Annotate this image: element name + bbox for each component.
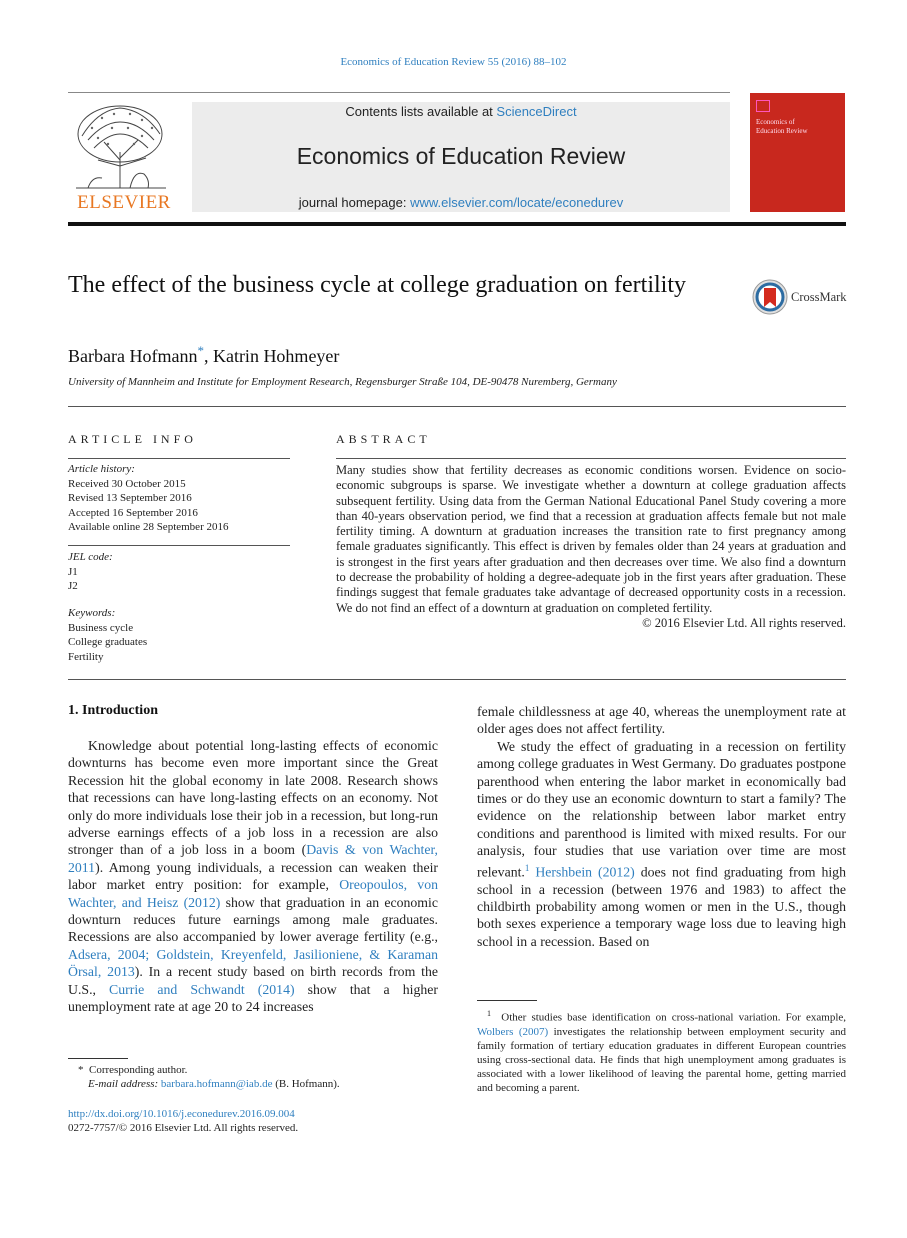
abstract-copyright: © 2016 Elsevier Ltd. All rights reserved. [642,615,846,630]
jel-code: J1 [68,565,78,578]
citation-link[interactable]: Davis & von Wachter, 2011 [68,842,438,875]
body-text: Knowledge about potential long-lasting effects of economic downturns has become even more important since the Great Recession hit the global economy in late 2008. Research shows that recessions can have long-lasting effects on an economy. Not only do more individuals lose their job in a recession, but long-run adverse earnings effects of a job loss in a recession are also stronger than of a job loss in a boom ( [68,738,438,858]
footnote-1 [477,1007,846,1095]
abstract-heading: ABSTRACT [336,432,431,446]
citation-link[interactable]: Wolbers (2007) [477,1025,549,1038]
cover-title [756,118,842,136]
body-text: We study the effect of graduating in a recession on fertility among college graduates in West Germany. Do graduates postpone parenthood when entering the labor market in economically bad times or do they use an economic downturn to start a family? The evidence on the relationship between labor market entry conditions and parenthood is limited with mixed results. For our analysis, four studies that use variation over time are most relevant. [477,738,846,880]
citation-link[interactable]: Hershbein (2012) [535,864,635,880]
keywords-label: Keywords: [68,607,116,619]
history-online: Available online 28 September 2016 [68,521,229,533]
intro-right-column [477,703,846,950]
footnote-ref-link[interactable]: 1 [524,862,530,873]
footnote-mark: 1 [487,1009,491,1018]
cover-title-line2: Education Review [756,127,808,135]
divider [68,406,846,407]
corresponding-author-label: Corresponding author. [89,1064,188,1076]
contents-prefix: Contents lists available at [345,104,497,119]
body-text: ). In a recent study based on birth records from the U.S., [68,964,438,997]
footnote-text: investigates the relationship between employment security and family formation of tertiary education graduates in different European countries using cross-sectional data. He finds that high unemployment among graduates is associated with a lower likelihood of leaving the parental home, getting married and becoming a parent. [477,1025,846,1094]
email-label: E-mail address: [88,1078,161,1090]
divider [68,545,290,546]
corresponding-author-mark[interactable]: * [197,343,204,358]
body-text: does not find graduating from high school in a recession (between 1976 and 1983) to affect the childbirth probability among women or men in the U.S., though both sexes experience a temporary wage loss due to leaving high school in a recession. Based on [477,864,846,949]
body-text: ). Among young individuals, a recession can weaken their labor market entry position: for example, [68,859,438,893]
keyword: Business cycle [68,621,134,634]
contents-line [192,104,730,119]
issn-copyright: 0272-7757/© 2016 Elsevier Ltd. All rights reserved. [68,1122,299,1134]
affiliation: University of Mannheim and Institute for Employment Research, Regensburger Straße 104, DE-90478 Nuremberg, Germany [68,376,617,388]
history-accepted: Accepted 16 September 2016 [68,506,198,519]
homepage-link[interactable]: www.elsevier.com/locate/econedurev [410,195,624,210]
citation-link[interactable]: Adsera, 2004; Goldstein, Kreyenfeld, Jasilioniene, & Karaman Örsal, 2013 [68,946,438,980]
author-separator: , [203,346,213,366]
author-name[interactable]: Barbara Hofmann [68,346,198,366]
jel-codes [68,550,290,594]
author-list [68,343,339,367]
citation-link[interactable]: Oreopoulos, von Wachter, and Heisz (2012) [68,877,438,910]
cover-emblem-icon [756,100,770,112]
keywords [68,606,290,664]
author-name[interactable]: Katrin Hohmeyer [212,346,340,366]
crossmark-icon [752,279,788,315]
crossmark-label: CrossMark [791,290,847,304]
keyword: Fertility [68,650,104,663]
keyword: College graduates [68,636,148,648]
body-text: show that a higher unemployment rate at age 20 to 24 increases [68,981,438,1015]
homepage-line [192,195,730,210]
footnote-text: Other studies base identification on cross-national variation. For example, [501,1011,847,1024]
intro-paragraph-1 [68,737,438,1016]
crossmark-badge[interactable] [752,279,846,315]
intro-paragraph-1-continued: female childlessness at age 40, whereas the unemployment rate at older ages does not affect fertility. [477,704,846,737]
corresponding-footnote [68,1063,438,1091]
footnote-rule [68,1058,128,1059]
doi-link[interactable]: http://dx.doi.org/10.1016/j.econedurev.2016.09.004 [68,1108,295,1120]
divider [336,458,846,459]
history-received: Received 30 October 2015 [68,477,186,490]
email-suffix: (B. Hofmann). [272,1078,340,1090]
elsevier-logo[interactable] [68,100,180,212]
journal-title: Economics of Education Review [296,143,626,169]
header-rule [68,92,730,93]
citation-link[interactable]: Currie and Schwandt (2014) [109,981,295,997]
jel-label: JEL code: [68,551,113,563]
section-heading-introduction: 1. Introduction [68,703,158,718]
header-thick-rule [68,222,846,226]
intro-paragraph-2 [477,738,846,950]
abstract-body: Many studies show that fertility decreases as economic conditions worsen. Evidence on socio-economic subgroups is sparse. We investigate whether a downturn at college graduation affects subsequent fertility. Using data from the German National Educational Panel Study covering a more than 40-years observation period, we find that a recession at graduation affects female but not male fertility timing. A downturn at graduation increases the transition rate to first pregnancy among female graduates significantly. This effect is driven by females older than 24 years at graduation and is strongest in the first years after graduation and then decreases over time. We also find a downturn to decrease the probability of holding a degree-adequate job in the first years after graduation. These findings suggest that female graduates take advantage of decreased opportunity costs in a recession. We do not find an effect of a downturn at graduation on completed fertility. [336,463,846,615]
author-email-link[interactable]: barbara.hofmann@iab.de [160,1078,273,1090]
history-label: Article history: [68,463,135,475]
elsevier-wordmark: ELSEVIER [77,192,171,213]
doi-block [68,1107,438,1135]
abstract-text [336,463,846,631]
article-info-heading: ARTICLE INFO [68,432,197,446]
footnote-mark: * [78,1064,84,1076]
divider [68,679,846,680]
article-title: The effect of the business cycle at college graduation on fertility [68,272,686,298]
cover-title-line1: Economics of [756,118,795,126]
jel-code: J2 [68,580,78,592]
footnote-rule [477,1000,537,1001]
article-history [68,462,290,535]
sciencedirect-link[interactable]: ScienceDirect [496,104,577,119]
journal-citation[interactable]: Economics of Education Review 55 (2016) 88–102 [340,56,567,68]
divider [68,458,290,459]
history-revised: Revised 13 September 2016 [68,492,192,504]
body-text: show that graduation in an economic downturn reduces future earnings among male graduates. Recessions are also accompanied by lower average fertility (e.g., [68,894,438,945]
homepage-prefix: journal homepage: [298,195,411,210]
